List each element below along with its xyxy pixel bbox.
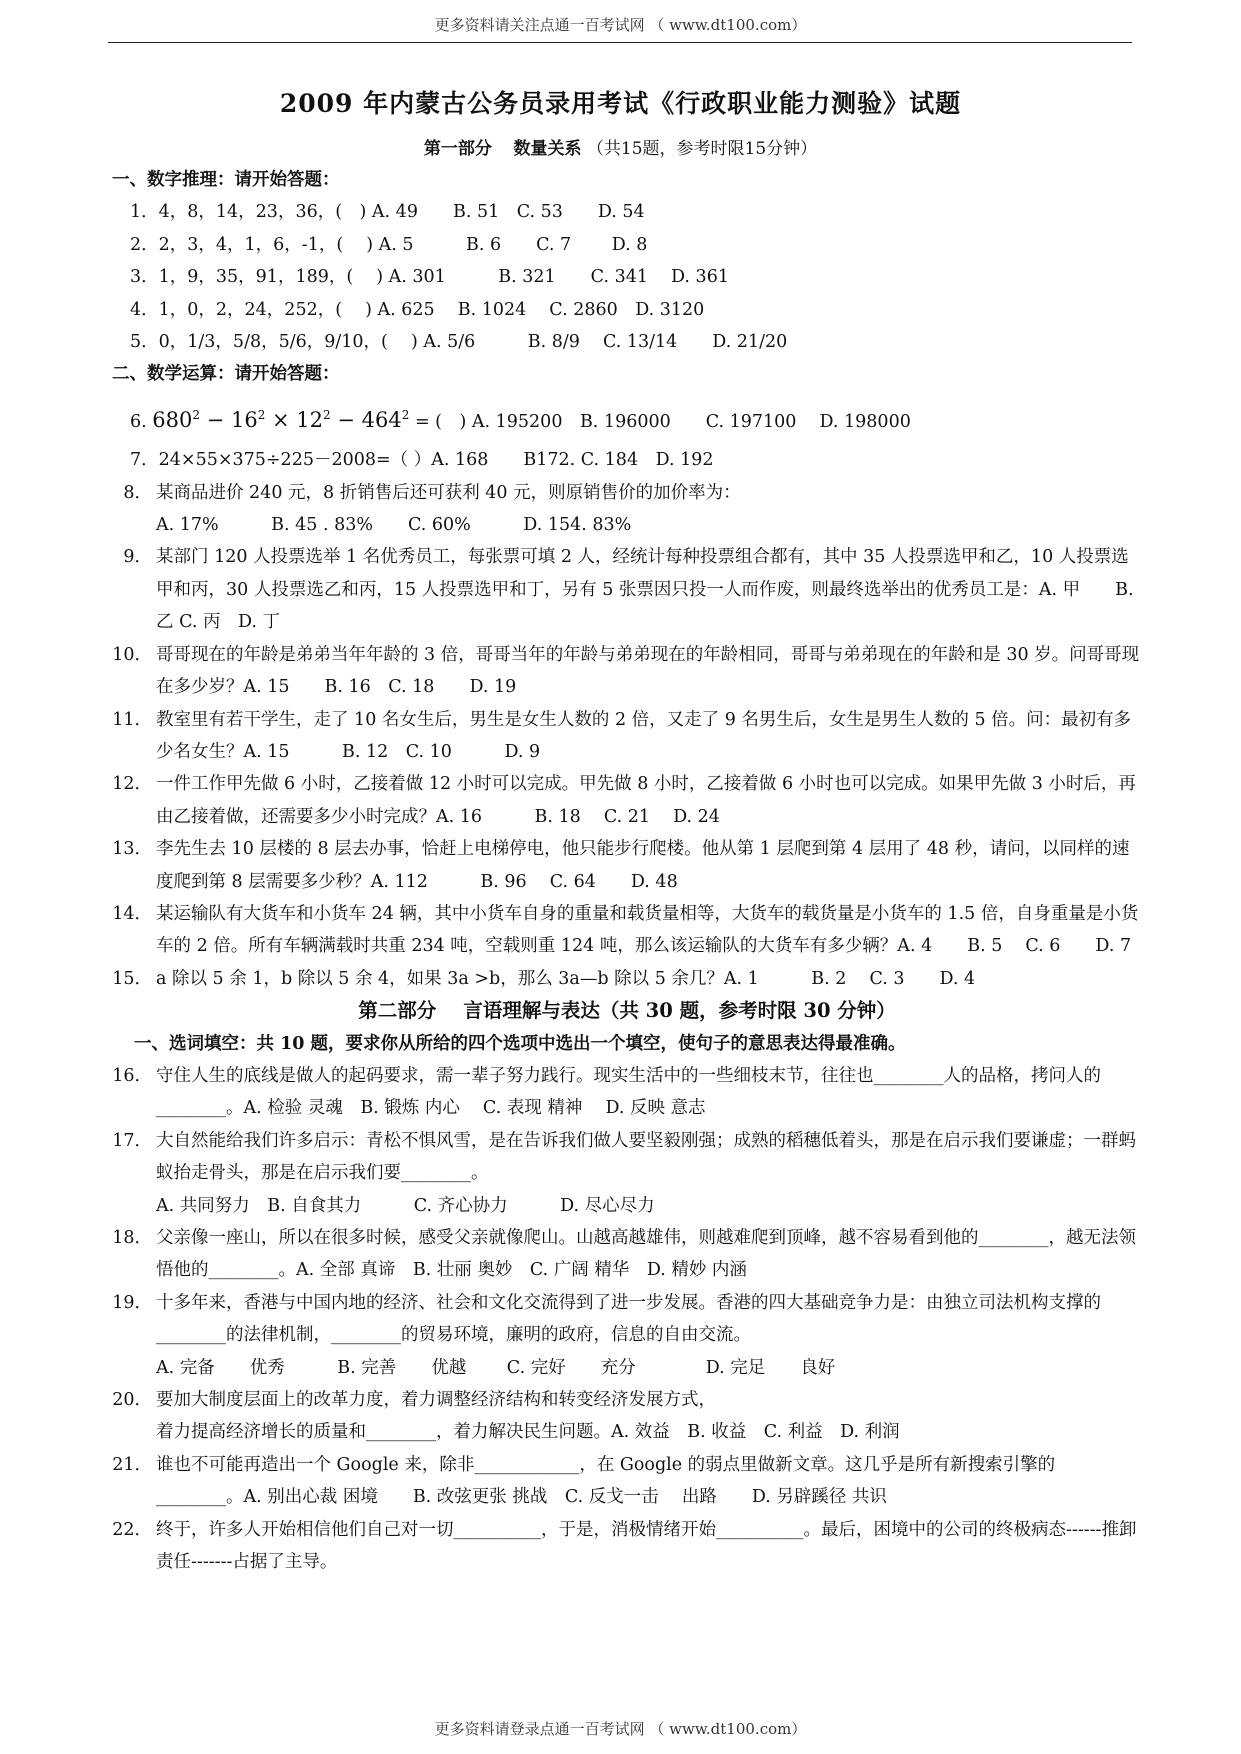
page-header-text: 更多资料请关注点通一百考试网 （ www.dt100.com） bbox=[434, 16, 807, 34]
question-text: 教室里有若干学生，走了 10 名女生后，男生是女生人数的 2 倍，又走了 9 名男生后，女生是男生人数的 5 倍。问：最初有多少名女生？A. 15 B. 12 C. 10 D. 9 bbox=[156, 709, 1132, 762]
question-item bbox=[112, 963, 1142, 995]
part1-heading bbox=[0, 134, 1241, 159]
question-number: 13． bbox=[112, 839, 152, 860]
question-item bbox=[112, 1384, 1142, 1416]
question-6-options: = ( ) A. 195200 B. 196000 C. 197100 D. 198000 bbox=[414, 411, 911, 432]
question-options: A. 完备 优秀 B. 完善 优越 C. 完好 充分 D. 完足 良好 bbox=[156, 1357, 836, 1378]
question-number: 11． bbox=[112, 709, 152, 730]
question-text: 要加大制度层面上的改革力度，着力调整经济结构和转变经济发展方式， bbox=[156, 1390, 716, 1411]
question-text: 终于，许多人开始相信他们自己对一切__________，于是，消极情绪开始__________。最后，困境中的公司的终极病态------推卸责任-------占据了主导。 bbox=[156, 1519, 1137, 1573]
question-number: 14． bbox=[112, 903, 152, 924]
part1-label: 第一部分 bbox=[423, 139, 492, 159]
question-number: 19． bbox=[112, 1292, 152, 1313]
question-text: 哥哥现在的年龄是弟弟当年年龄的 3 倍，哥哥当年的年龄与弟弟现在的年龄相同，哥哥与弟弟现在的年龄和是 30 岁。问哥哥现在多少岁？A. 15 B. 16 C. 18 D. 19 bbox=[156, 644, 1140, 698]
question-text: 李先生去 10 层楼的 8 层去办事，恰赶上电梯停电，他只能步行爬楼。他从第 1 层爬到第 4 层用了 48 秒，请问，以同样的速度爬到第 8 层需要多少秒？A. 112 B. 96 C. 64 D. 48 bbox=[156, 839, 1130, 892]
question-number: 22． bbox=[112, 1519, 152, 1540]
exam-title: 2009 年内蒙古公务员录用考试《行政职业能力测验》试题 bbox=[279, 89, 962, 118]
question-6 bbox=[112, 399, 1142, 438]
question-text: 一件工作甲先做 6 小时，乙接着做 12 小时可以完成。甲先做 8 小时，乙接着做 6 小时也可以完成。如果甲先做 3 小时后，再由乙接着做，还需要多少小时完成？A. 16 B. 18 C. 21 D. 24 bbox=[156, 774, 1136, 827]
question-number: 9． bbox=[123, 547, 152, 568]
question-number: 18． bbox=[112, 1228, 152, 1248]
question-number: 20． bbox=[112, 1390, 152, 1411]
question-item bbox=[112, 768, 1142, 833]
part2-note: （共 30 题，参考时限 30 分钟） bbox=[599, 999, 896, 1023]
part1-name: 数量关系 bbox=[513, 139, 582, 159]
question-options: A. 共同努力 B. 自食其力 C. 齐心协力 D. 尽心尽力 bbox=[156, 1195, 655, 1216]
exam-body bbox=[112, 164, 1142, 1578]
question-item bbox=[112, 898, 1142, 963]
question-text: 十多年来，香港与中国内地的经济、社会和文化交流得到了进一步发展。香港的四大基础竞争力是：由独立司法机构支撑的________的法律机制，________的贸易环境，廉明的政府，信息的自由交流。 bbox=[156, 1292, 1101, 1346]
section2-heading: 二、数学运算：请开始答题： bbox=[112, 364, 340, 385]
numseq-item: 1．4，8，14，23，36，( ) A. 49 B. 51 C. 53 D. 54 bbox=[130, 202, 645, 223]
question-6-formula: $680^2 - 16^2 \times 12^2 - 464^2$ bbox=[152, 407, 410, 432]
numseq-item: 3．1，9，35，91，189，( ) A. 301 B. 321 C. 341 D. 361 bbox=[130, 267, 729, 288]
question-number: 16． bbox=[112, 1065, 152, 1086]
numseq-item: 2．2，3，4，1，6，-1，( ) A. 5 B. 6 C. 7 D. 8 bbox=[130, 234, 648, 255]
question-text-continued: 着力提高经济增长的质量和________，着力解决民生问题。A. 效益 B. 收益 C. 利益 D. 利润 bbox=[156, 1422, 900, 1443]
question-number: 21． bbox=[112, 1454, 152, 1475]
part2-label: 第二部分 bbox=[358, 999, 437, 1023]
question-text: 谁也不可能再造出一个 Google 来，除非____________，在 Google 的弱点里做新文章。这几乎是所有新搜索引擎的________。A. 别出心裁 困境 B. 改弦更张 挑战 C. 反戈一击 出路 D. 另辟蹊径 共识 bbox=[156, 1454, 1056, 1508]
question-number: 12． bbox=[112, 774, 152, 795]
question-8 bbox=[112, 477, 1142, 509]
numseq-item: 5．0，1/3，5/8，5/6，9/10，( ) A. 5/6 B. 8/9 C. 13/14 D. 21/20 bbox=[130, 332, 788, 353]
page-footer-text: 更多资料请登录点通一百考试网 （ www.dt100.com） bbox=[434, 1720, 807, 1738]
question-text: 某运输队有大货车和小货车 24 辆，其中小货车自身的重量和载货量相等，大货车的载货量是小货车的 1.5 倍，自身重量是小货车的 2 倍。所有车辆满载时共重 234 吨，空载则重 124 吨，那么该运输队的大货车有多少辆？A. 4 B. 5 C. 6 D. 7 bbox=[156, 903, 1139, 957]
question-text: 大自然能给我们许多启示：青松不惧风雪，是在告诉我们做人要坚毅刚强；成熟的稻穗低着头，那是在启示我们要谦虚；一群蚂蚁抬走骨头，那是在启示我们要________。 bbox=[156, 1130, 1136, 1184]
question-item bbox=[112, 639, 1142, 704]
question-number: 10． bbox=[112, 644, 152, 665]
part2-heading bbox=[112, 995, 1142, 1027]
question-number: 17． bbox=[112, 1130, 152, 1151]
question-text: 守住人生的底线是做人的起码要求，需一辈子努力践行。现实生活中的一些细枝末节，往往也________人的品格，拷问人的________。A. 检验 灵魂 B. 锻炼 内心 C. 表现 精神 D. 反映 意志 bbox=[156, 1065, 1101, 1119]
question-item bbox=[112, 1449, 1142, 1514]
question-8-options: A. 17% B. 45 . 83% C. 60% D. 154. 83% bbox=[156, 515, 632, 536]
question-text: a 除以 5 余 1，b 除以 5 余 4，如果 3a >b，那么 3a—b 除以 5 余几？A. 1 B. 2 C. 3 D. 4 bbox=[156, 968, 976, 989]
question-6-number: 6. bbox=[130, 411, 147, 432]
question-text: 父亲像一座山，所以在很多时候，感受父亲就像爬山。山越高越雄伟，则越难爬到顶峰，越不容易看到他的________，越无法领悟他的________。A. 全部 真谛 B. 壮丽 奥妙 C. 广阔 精华 D. 精妙 内涵 bbox=[156, 1228, 1136, 1281]
question-item bbox=[112, 1125, 1142, 1190]
question-number: 15． bbox=[112, 968, 152, 989]
question-item bbox=[112, 1060, 1142, 1125]
question-item bbox=[112, 541, 1142, 638]
header-rule bbox=[108, 42, 1132, 43]
section3-heading: 一、选词填空：共 10 题，要求你从所给的四个选项中选出一个填空，使句子的意思表达得最准确。 bbox=[134, 1033, 906, 1054]
section1-heading: 一、数字推理：请开始答题： bbox=[112, 170, 340, 190]
numseq-item: 4．1，0，2，24，252，( ) A. 625 B. 1024 C. 2860 D. 3120 bbox=[130, 299, 705, 320]
question-item bbox=[112, 1222, 1142, 1287]
part1-note: （共15题，参考时限15分钟） bbox=[586, 139, 818, 159]
part2-name: 言语理解与表达 bbox=[463, 999, 600, 1023]
question-item bbox=[112, 704, 1142, 769]
question-item bbox=[112, 1287, 1142, 1352]
question-7: 7．24×55×375÷225－2008=（ ）A. 168 B172. C. 184 D. 192 bbox=[130, 450, 714, 471]
question-text: 某商品进价 240 元，8 折销售后还可获利 40 元，则原销售价的加价率为： bbox=[156, 482, 741, 503]
question-item bbox=[112, 833, 1142, 898]
question-number: 8． bbox=[123, 482, 152, 503]
question-item bbox=[112, 1514, 1142, 1579]
question-text: 某部门 120 人投票选举 1 名优秀员工，每张票可填 2 人，经统计每种投票组合都有，其中 35 人投票选甲和乙，10 人投票选甲和丙，30 人投票选乙和丙，15 人投票选甲和丁，另有 5 张票因只投一人而作废，则最终选举出的优秀员工是：A. 甲 B. 乙 C. 丙 D. 丁 bbox=[156, 547, 1134, 633]
